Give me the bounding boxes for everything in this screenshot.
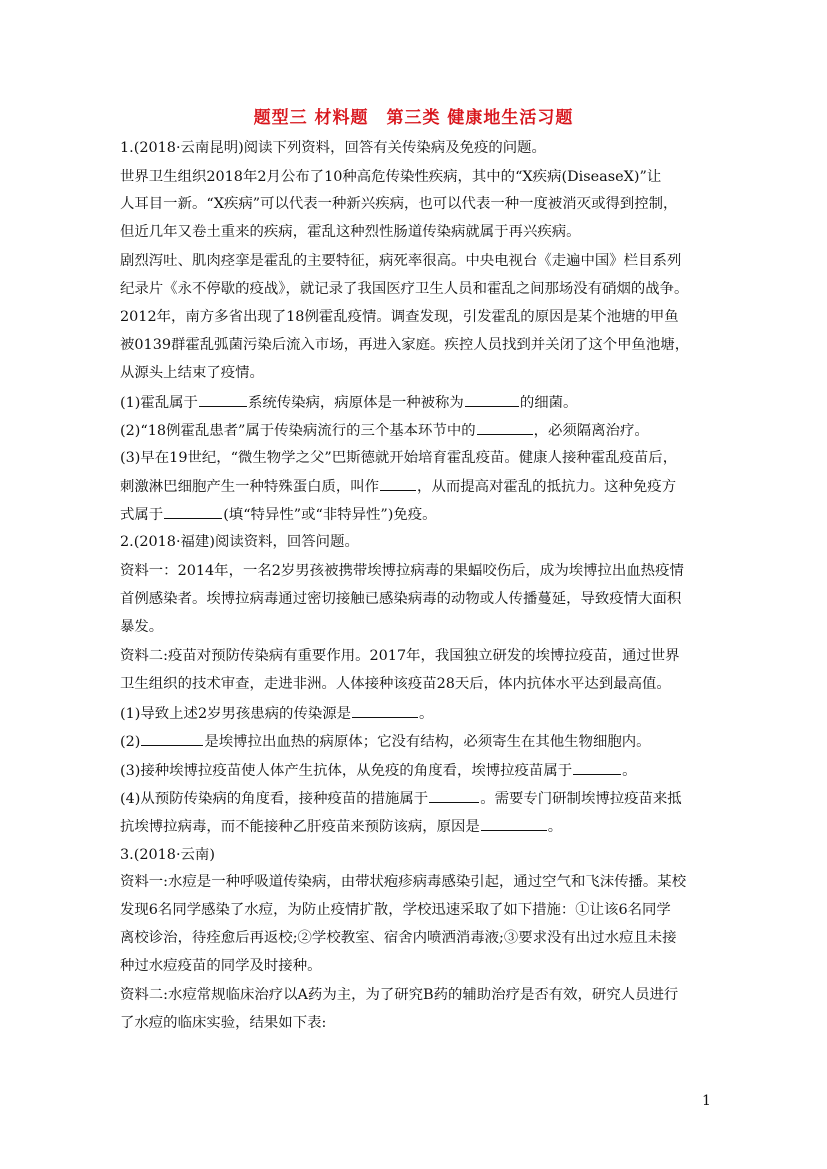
q1-paragraph-line: 但近几年又卷土重来的疾病，霍乱这种烈性肠道传染病就属于再兴疾病。 xyxy=(120,224,581,240)
q1-paragraph-line: 被0139群霍乱弧菌污染后流入市场，再进入家庭。疾控人员找到并关闭了这个甲鱼池塘， xyxy=(120,337,690,353)
answer-blank[interactable] xyxy=(164,504,222,519)
q1-subquestion-3-line: (3)早在19世纪，“微生物学之父”巴斯德就开始培育霍乱疫苗。健康人接种霍乱疫苗后， xyxy=(120,450,678,466)
q1-paragraph-line: 剧烈泻吐、肌肉痉挛是霍乱的主要特征，病死率很高。中央电视台《走遍中国》栏目系列 xyxy=(120,253,682,269)
q1-paragraph-line: 2012年，南方多省出现了18例霍乱疫情。调查发现，引发霍乱的原因是某个池塘的甲鱼 xyxy=(120,309,679,325)
q2-header: 2.(2018·福建)阅读资料，回答问题。 xyxy=(120,534,359,550)
q2-material-line: 首例感染者。埃博拉病毒通过密切接触已感染病毒的动物或人传播蔓延，导致疫情大面积 xyxy=(120,591,682,607)
q3-material-line: 资料一:水痘是一种呼吸道传染病，由带状疱疹病毒感染引起，通过空气和飞沫传播。某校 xyxy=(120,874,687,890)
answer-blank[interactable] xyxy=(199,392,247,407)
q1-subquestion-3-line: 刺激淋巴细胞产生一种特殊蛋白质，叫作 ，从而提高对霍乱的抵抗力。这种免疫方 xyxy=(120,476,676,496)
q2-material-line: 暴发。 xyxy=(120,619,164,635)
q1-subquestion-3-line: 式属于 (填“特异性”或“非特异性”)免疫。 xyxy=(120,504,437,524)
q2-subquestion-1: (1)导致上述2岁男孩患病的传染源是 。 xyxy=(120,703,433,723)
q3-material-line: 了水痘的临床实验，结果如下表: xyxy=(120,1015,327,1031)
answer-blank[interactable] xyxy=(141,731,203,746)
q2-subquestion-2: (2) 是埃博拉出血热的病原体；它没有结构，必须寄生在其他生物细胞内。 xyxy=(120,731,651,751)
answer-blank[interactable] xyxy=(380,476,416,491)
page-number: 1 xyxy=(702,1093,711,1109)
q1-paragraph-line: 从源头上结束了疫情。 xyxy=(120,365,264,381)
answer-blank[interactable] xyxy=(477,420,533,435)
q1-subquestion-1: (1)霍乱属于 系统传染病，病原体是一种被称为 的细菌。 xyxy=(120,392,577,412)
q1-paragraph-line: 世界卫生组织2018年2月公布了10种高危传染性疾病，其中的“X疾病(DiseaseX)”让 xyxy=(120,169,662,185)
q3-material-line: 资料二:水痘常规临床治疗以A药为主，为了研究B药的辅助治疗是否有效，研究人员进行 xyxy=(120,987,679,1003)
q1-subquestion-2: (2)“18例霍乱患者”属于传染病流行的三个基本环节中的 ，必须隔离治疗。 xyxy=(120,420,649,440)
q2-subquestion-4-line: 抗埃博拉病毒，而不能接种乙肝疫苗来预防该病，原因是 。 xyxy=(120,816,562,836)
q3-header: 3.(2018·云南) xyxy=(120,847,215,863)
q2-subquestion-4-line: (4)从预防传染病的角度看，接种疫苗的措施属于 。需要专门研制埃博拉疫苗来抵 xyxy=(120,788,682,808)
q3-material-line: 种过水痘疫苗的同学及时接种。 xyxy=(120,958,322,974)
answer-blank[interactable] xyxy=(429,788,479,803)
q1-paragraph-line: 纪录片《永不停歇的疫战》，就记录了我国医疗卫生人员和霍乱之间那场没有硝烟的战争。 xyxy=(120,281,689,297)
q2-material-line: 资料一：2014年，一名2岁男孩被携带埃博拉病毒的果蝠咬伤后，成为埃博拉出血热疫情 xyxy=(120,563,684,579)
q1-header: 1.(2018·云南昆明)阅读下列资料，回答有关传染病及免疫的问题。 xyxy=(120,140,546,156)
q3-material-line: 离校诊治，待痊愈后再返校;②学校教室、宿舍内喷洒消毒液;③要求没有出过水痘且未接 xyxy=(120,930,677,946)
answer-blank[interactable] xyxy=(573,760,621,775)
answer-blank[interactable] xyxy=(352,703,418,718)
page-title: 题型三 材料题 第三类 健康地生活习题 xyxy=(253,108,574,128)
q3-material-line: 发现6名同学感染了水痘，为防止疫情扩散，学校迅速采取了如下措施：①让该6名同学 xyxy=(120,902,671,918)
answer-blank[interactable] xyxy=(481,816,547,831)
q2-material-line: 卫生组织的技术审查，走进非洲。人体接种该疫苗28天后，体内抗体水平达到最高值。 xyxy=(120,676,671,692)
q1-paragraph-line: 人耳目一新。“X疾病”可以代表一种新兴疾病，也可以代表一种一度被消灭或得到控制， xyxy=(120,196,678,212)
answer-blank[interactable] xyxy=(465,392,519,407)
q2-material-line: 资料二:疫苗对预防传染病有重要作用。2017年，我国独立研发的埃博拉疫苗，通过世界 xyxy=(120,648,680,664)
q2-subquestion-3: (3)接种埃博拉疫苗使人体产生抗体，从免疫的角度看，埃博拉疫苗属于 。 xyxy=(120,760,637,780)
